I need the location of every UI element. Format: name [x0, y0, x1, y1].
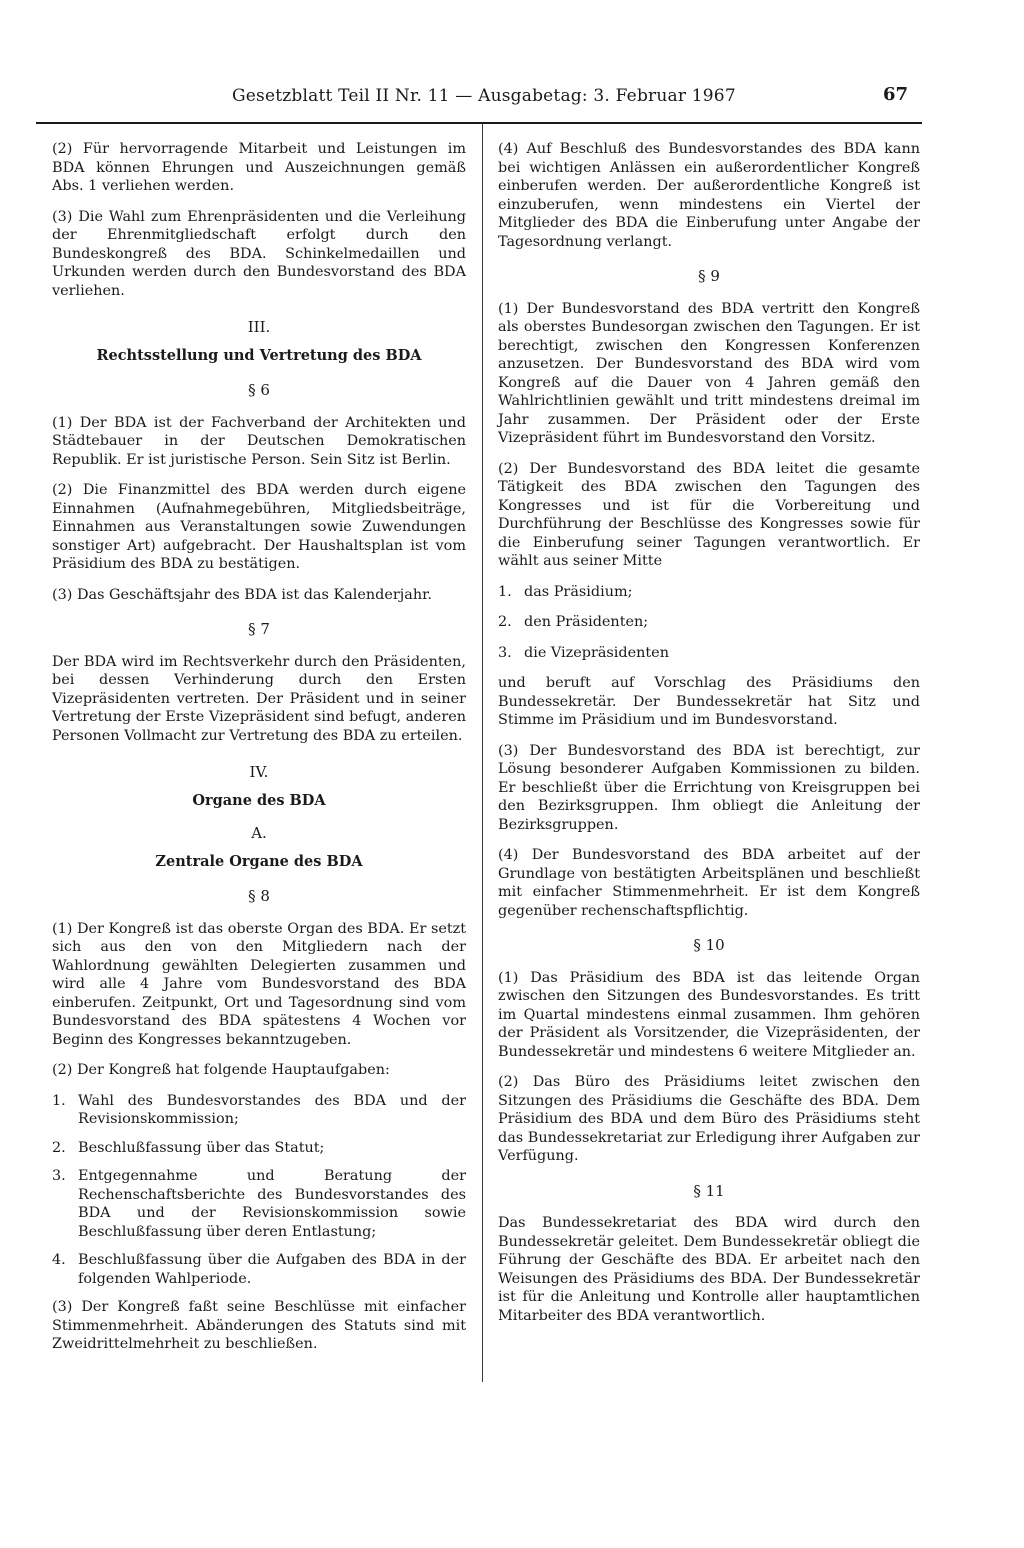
header-title: Gesetzblatt Teil II Nr. 11 — Ausgabetag: 3. Februar 1967 — [232, 86, 736, 106]
list-text: die Vizepräsidenten — [524, 644, 669, 661]
left-column — [52, 140, 466, 1366]
paragraph: (1) Der Kongreß ist das oberste Organ des BDA. Er setzt sich aus den von den Mitgliedern nach der Wahlordnung gewählten Delegierten zusammen und wird alle 4 Jahre vom Bundesvorstand des BDA einberufen. Zeitpunkt, Ort und Tagesordnung sind vom Bundesvorstand des BDA spätestens 4 Wochen vor Beginn des Kongresses bekanntzugeben. — [52, 920, 466, 1048]
list-text: Wahl des Bundesvorstandes des BDA und der Revisionskommission; — [78, 1092, 466, 1127]
list-number: 1. — [498, 583, 512, 600]
list-number: 1. — [52, 1092, 66, 1109]
list-number: 4. — [52, 1252, 66, 1268]
column-divider — [482, 124, 483, 1382]
list-number: 3. — [498, 644, 512, 661]
list-text: Beschlußfassung über die Aufgaben des BDA in der folgenden Wahlperiode. — [78, 1252, 466, 1287]
list-text: den Präsidenten; — [524, 614, 649, 630]
list-item — [498, 583, 920, 602]
paragraph: (2) Der Kongreß hat folgende Hauptaufgaben: — [52, 1062, 390, 1078]
subsection-title: Zentrale Organe des BDA — [155, 852, 363, 870]
numbered-list — [52, 1092, 466, 1289]
paragraph: Der BDA wird im Rechtsverkehr durch den Präsidenten, bei dessen Verhinderung durch den Ersten Vizepräsidenten vertreten. Der Präsident und in seiner Vertretung der Erste Vizepräsident sind befugt, anderen Personen Vollmacht zur Vertretung des BDA zu erteilen. — [52, 653, 466, 744]
list-number: 2. — [52, 1139, 66, 1156]
list-number: 3. — [52, 1168, 66, 1184]
paragraph-sign: § 9 — [698, 267, 720, 285]
section-number: III. — [247, 318, 271, 336]
list-item — [52, 1092, 466, 1129]
list-text: Entgegennahme und Beratung der Rechenschaftsberichte des Bundesvorstandes des BDA und der Revisionskommission sowie Beschlußfassung über deren Entlastung; — [78, 1168, 466, 1240]
page-number: 67 — [882, 84, 908, 105]
paragraph: (2) Der Bundesvorstand des BDA leitet die gesamte Tätigkeit des BDA zwischen den Tagungen des Kongresses und ist für die Vorbereitung und Durchführung der Beschlüsse des Kongresses sowie für die Einberufung seiner Tagungen verantwortlich. Er wählt aus seiner Mitte — [498, 460, 920, 569]
paragraph-sign: § 11 — [693, 1181, 725, 1200]
page-header — [36, 82, 920, 112]
section-title: Organe des BDA — [192, 791, 326, 809]
paragraph: Das Bundessekretariat des BDA wird durch den Bundessekretär geleitet. Dem Bundessekretär obliegt die Führung der Geschäfte des BDA. Er arbeitet nach den Weisungen des Präsidiums des BDA. Der Bundessekretär ist für die Anleitung und Kontrolle aller hauptamtlichen Mitarbeiter des BDA verantwortlich. — [498, 1215, 920, 1324]
right-column — [498, 140, 920, 1337]
paragraph: (2) Für hervorragende Mitarbeit und Leistungen im BDA können Ehrungen und Auszeichnungen gemäß Abs. 1 verliehen werden. — [52, 141, 466, 194]
paragraph-sign: § 10 — [693, 936, 725, 954]
paragraph: (1) Der BDA ist der Fachverband der Architekten und Städtebauer in der Deutschen Demokratischen Republik. Er ist juristische Person. Sein Sitz ist Berlin. — [52, 414, 466, 468]
paragraph: (1) Das Präsidium des BDA ist das leitende Organ zwischen den Sitzungen des Bundesvorstandes. Es tritt im Quartal mindestens einmal zusammen. Ihm gehören der Präsident als Vorsitzender, die Vizepräsidenten, der Bundessekretär und mindestens 6 weitere Mitglieder an. — [498, 969, 920, 1060]
paragraph-sign: § 6 — [248, 381, 270, 399]
paragraph: (2) Die Finanzmittel des BDA werden durch eigene Einnahmen (Aufnahmegebühren, Mitgliedsbeiträge, Einnahmen aus Veranstaltungen sowie Zuwendungen sonstiger Art) aufgebracht. Der Haushaltsplan ist vom Präsidium des BDA zu bestätigen. — [52, 482, 466, 572]
list-item — [52, 1251, 466, 1288]
numbered-list — [498, 583, 920, 663]
paragraph: (3) Der Kongreß faßt seine Beschlüsse mit einfacher Stimmenmehrheit. Abänderungen des Statuts sind mit Zweidrittelmehrheit zu beschließen. — [52, 1299, 466, 1352]
paragraph: (4) Der Bundesvorstand des BDA arbeitet auf der Grundlage von bestätigten Arbeitsplänen und beschließt mit einfacher Stimmenmehrheit. Er ist dem Kongreß gegenüber rechenschaftspflichtig. — [498, 847, 920, 919]
header-rule — [36, 122, 922, 124]
list-item — [498, 644, 920, 663]
paragraph: (3) Die Wahl zum Ehrenpräsidenten und die Verleihung der Ehrenmitgliedschaft erfolgt durch den Bundeskongreß des BDA. Schinkelmedaillen und Urkunden werden durch den Bundesvorstand des BDA verliehen. — [52, 208, 466, 299]
list-item — [52, 1139, 466, 1158]
list-text: das Präsidium; — [524, 583, 633, 600]
list-item — [498, 613, 920, 632]
paragraph: (3) Das Geschäftsjahr des BDA ist das Kalenderjahr. — [52, 586, 432, 603]
list-text: Beschlußfassung über das Statut; — [78, 1139, 325, 1156]
paragraph: (1) Der Bundesvorstand des BDA vertritt den Kongreß als oberstes Bundesorgan zwischen den Tagungen. Er ist berechtigt, zwischen den Kongressen Konferenzen anzusetzen. Der Bundesvorstand des BDA wird vom Kongreß auf die Dauer von 4 Jahren gemäß den Wahlrichtlinien gewählt und tritt mindestens dreimal im Jahr zusammen. Der Präsident oder der Erste Vizepräsident führt im Bundesvorstand den Vorsitz. — [498, 300, 920, 446]
paragraph: (2) Das Büro des Präsidiums leitet zwischen den Sitzungen des Präsidiums die Geschäfte des BDA. Dem Präsidium des BDA und dem Büro des Präsidiums steht das Bundessekretariat zur Erledigung ihrer Aufgaben zur Verfügung. — [498, 1074, 920, 1164]
list-number: 2. — [498, 614, 512, 630]
paragraph-sign: § 8 — [248, 887, 270, 905]
list-item — [52, 1167, 466, 1241]
subsection-letter: A. — [251, 824, 267, 842]
paragraph: und beruft auf Vorschlag des Präsidiums den Bundessekretär. Der Bundessekretär hat Sitz und Stimme im Präsidium und im Bundesvorstand. — [498, 675, 920, 728]
paragraph: (4) Auf Beschluß des Bundesvorstandes des BDA kann bei wichtigen Anlässen ein außerordentlicher Kongreß einberufen werden. Der außerordentliche Kongreß ist einzuberufen, wenn mindestens ein Viertel der Mitglieder des BDA die Einberufung unter Angabe der Tagesordnung verlangt. — [498, 141, 920, 250]
section-number: IV. — [249, 763, 269, 781]
paragraph-sign: § 7 — [248, 620, 270, 638]
paragraph: (3) Der Bundesvorstand des BDA ist berechtigt, zur Lösung besonderer Aufgaben Kommissionen zu bilden. Er beschließt über die Errichtung von Kreisgruppen bei den Bezirksgruppen. Ihm obliegt die Anleitung der Bezirksgruppen. — [498, 742, 920, 833]
section-title: Rechtsstellung und Vertretung des BDA — [96, 346, 422, 364]
